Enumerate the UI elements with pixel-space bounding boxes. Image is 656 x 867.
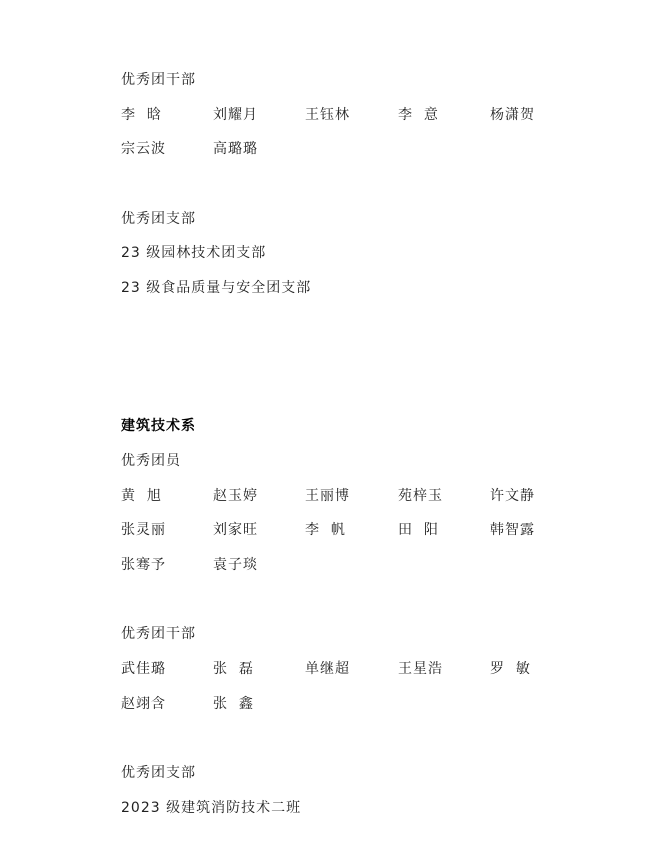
name-item: 赵玉婷 [213, 488, 258, 504]
name-row [121, 140, 561, 158]
name-row [121, 660, 561, 678]
name-item: 王钰林 [305, 107, 350, 123]
name-item: 田 阳 [398, 522, 439, 538]
members-label: 优秀团员 [121, 453, 181, 469]
branch-item: 23 级园林技术团支部 [121, 245, 267, 261]
section-title: 建筑技术系 [121, 418, 196, 434]
branch-item: 2023 级建筑消防技术二班 [121, 800, 302, 816]
name-item: 杨潇贺 [490, 107, 535, 123]
name-item: 王丽博 [305, 488, 350, 504]
name-item: 黄 旭 [121, 488, 162, 504]
name-item: 韩智露 [490, 522, 535, 538]
name-item: 苑梓玉 [398, 488, 443, 504]
branch-item: 23 级食品质量与安全团支部 [121, 280, 312, 296]
name-row [121, 521, 561, 539]
name-item: 张灵丽 [121, 522, 166, 538]
name-item: 宗云波 [121, 141, 166, 157]
name-item: 张 鑫 [213, 696, 254, 712]
branches-label: 优秀团支部 [121, 765, 196, 781]
name-item: 单继超 [305, 661, 350, 677]
name-item: 刘耀月 [213, 107, 258, 123]
cadres-label: 优秀团干部 [121, 626, 196, 642]
name-item: 李 晗 [121, 107, 162, 123]
cadres-label: 优秀团干部 [121, 72, 196, 88]
name-item: 武佳璐 [121, 661, 166, 677]
branches-label: 优秀团支部 [121, 211, 196, 227]
name-item: 赵翊含 [121, 696, 166, 712]
name-item: 张 磊 [213, 661, 254, 677]
name-item: 张骞予 [121, 557, 166, 573]
name-item: 高璐璐 [213, 141, 258, 157]
name-row [121, 695, 561, 713]
name-item: 李 意 [398, 107, 439, 123]
name-item: 刘家旺 [213, 522, 258, 538]
name-item: 袁子琰 [213, 557, 258, 573]
name-item: 许文静 [490, 488, 535, 504]
name-item: 李 帆 [305, 522, 346, 538]
name-item: 罗 敏 [490, 661, 531, 677]
name-row [121, 487, 561, 505]
name-item: 王星浩 [398, 661, 443, 677]
name-row [121, 106, 561, 124]
name-row [121, 556, 561, 574]
